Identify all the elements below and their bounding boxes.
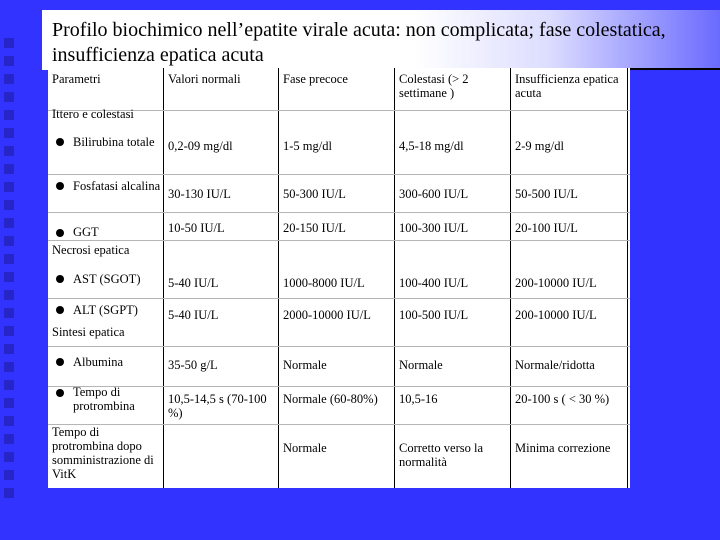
bullet-icon [56, 138, 64, 146]
row-value: 20-100 s ( < 30 %) [515, 392, 610, 406]
decorative-square-column [4, 38, 22, 498]
bullet-icon [56, 389, 64, 397]
row-value: Normale [283, 441, 327, 455]
row-value: 1-5 mg/dl [283, 139, 332, 153]
row-name: Bilirubina totale [73, 135, 155, 149]
section-label: Ittero e colestasi [52, 107, 134, 121]
row-value: Corretto verso la normalità [399, 441, 484, 469]
row-value: 10-50 IU/L [168, 221, 225, 235]
row-name: AST (SGOT) [73, 272, 141, 286]
header-parametri: Parametri [52, 72, 101, 86]
row-value: 100-300 IU/L [399, 221, 469, 235]
row-value: 5-40 IU/L [168, 276, 219, 290]
header-valori-normali: Valori normali [168, 72, 241, 86]
column-divider [627, 68, 628, 488]
row-name: Fosfatasi alcalina [73, 179, 161, 193]
row-value: 30-130 IU/L [168, 187, 231, 201]
row-value: 1000-8000 IU/L [283, 276, 365, 290]
row-value: Minima correzione [515, 441, 611, 455]
bullet-icon [56, 182, 64, 190]
column-divider [163, 68, 164, 488]
bullet-icon [56, 275, 64, 283]
title-underline [628, 68, 720, 70]
row-divider [48, 240, 630, 241]
row-name: GGT [73, 225, 99, 239]
row-divider [48, 298, 630, 299]
bullet-icon [56, 358, 64, 366]
row-value: 100-500 IU/L [399, 308, 469, 322]
row-value: 20-100 IU/L [515, 221, 578, 235]
row-name: Tempo di protrombina dopo somministrazione di VitK [52, 425, 154, 481]
row-value: Normale [283, 358, 327, 372]
row-name: Albumina [73, 355, 123, 369]
bullet-icon [56, 306, 64, 314]
row-value: 0,2-09 mg/dl [168, 139, 233, 153]
row-value: 300-600 IU/L [399, 187, 469, 201]
row-value: 5-40 IU/L [168, 308, 219, 322]
column-divider [278, 68, 279, 488]
row-value: 4,5-18 mg/dl [399, 139, 464, 153]
row-value: Normale [399, 358, 443, 372]
row-value: 200-10000 IU/L [515, 308, 597, 322]
header-fase-precoce: Fase precoce [283, 72, 348, 86]
biochemical-profile-table [48, 68, 630, 488]
column-divider [510, 68, 511, 488]
column-divider [394, 68, 395, 488]
row-value: 10,5-16 [399, 392, 438, 406]
row-value: 50-300 IU/L [283, 187, 346, 201]
slide-title: Profilo biochimico nell’epatite virale acuta: non complicata; fase colestatica, insufficienza epatica acuta [52, 19, 666, 66]
row-value: 20-150 IU/L [283, 221, 346, 235]
header-insufficienza: Insufficienza epatica acuta [515, 72, 619, 100]
row-value: 10,5-14,5 s (70-100 %) [168, 392, 267, 420]
row-value: 50-500 IU/L [515, 187, 578, 201]
row-divider [48, 174, 630, 175]
row-value: Normale (60-80%) [283, 392, 378, 406]
row-value: 2-9 mg/dl [515, 139, 564, 153]
bullet-icon [56, 229, 64, 237]
section-label: Sintesi epatica [52, 325, 125, 339]
row-name: Tempo di protrombina [73, 385, 135, 413]
row-value: 200-10000 IU/L [515, 276, 597, 290]
row-value: 2000-10000 IU/L [283, 308, 371, 322]
row-value: 100-400 IU/L [399, 276, 469, 290]
row-value: 35-50 g/L [168, 358, 218, 372]
row-divider [48, 212, 630, 213]
header-colestasi: Colestasi (> 2 settimane ) [399, 72, 469, 100]
row-value: Normale/ridotta [515, 358, 595, 372]
row-divider [48, 346, 630, 347]
section-label: Necrosi epatica [52, 243, 130, 257]
row-name: ALT (SGPT) [73, 303, 138, 317]
